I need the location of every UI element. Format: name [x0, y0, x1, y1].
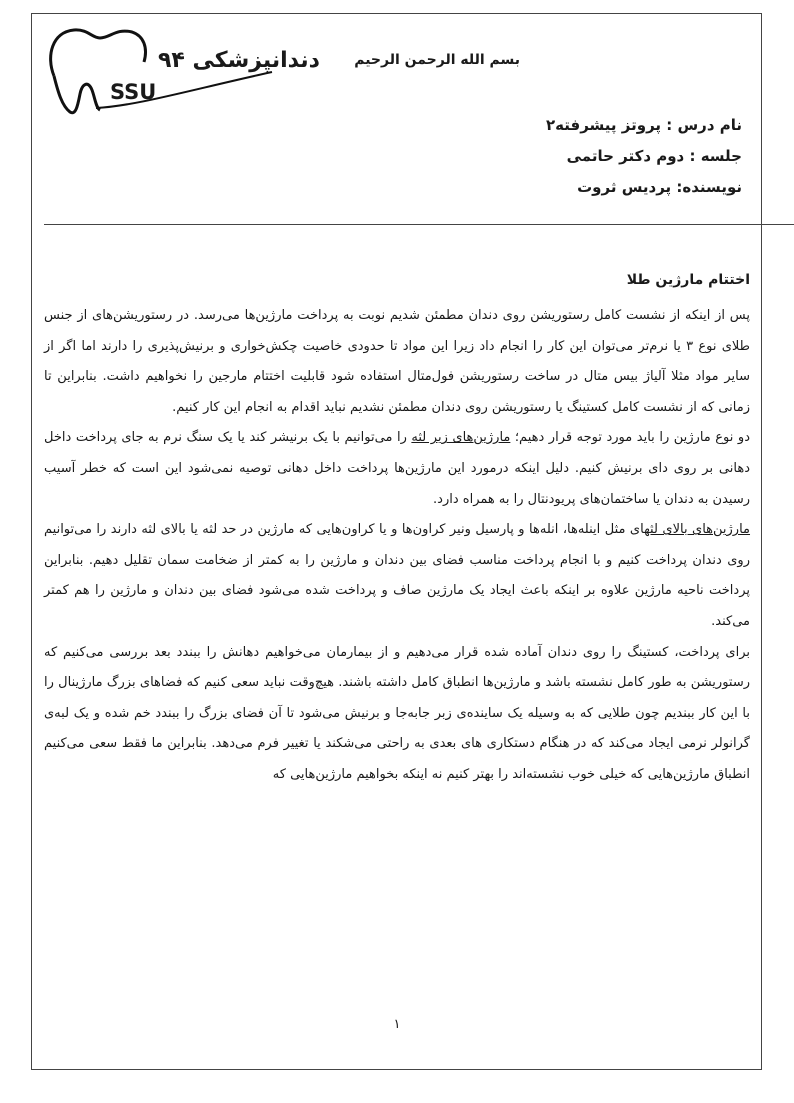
supragingival-margins-term: مارژین‌های بالای لثه	[644, 522, 751, 538]
paragraph-3	[44, 515, 750, 637]
paragraph-2-lead: دو نوع مارژین را باید مورد توجه قرار دهیم؛	[510, 430, 750, 446]
logo-abbr: SSU	[110, 80, 157, 104]
paragraph-2-rest: را می‌توانیم با یک برنیشر کند یا یک سنگ نرم به جای پرداخت داخل دهانی بر روی دای برنیش کنیم. دلیل اینکه درمورد این مارژین‌ها پرداخت داخل دهانی توصیه نمی‌شود این است که خطر آسیب رسیدن به دندان یا ساختمان‌های پریودنتال را به همراه دارد.	[44, 430, 750, 507]
header-divider	[44, 224, 794, 225]
paragraph-1: پس از اینکه از نشست کامل رستوریشن روی دندان مطمئن شدیم نوبت به پرداخت مارژین‌ها می‌رسد. در رستوریشن‌های از جنس طلای نوع ۳ یا نرم‌تر می‌توان این کار را انجام داد زیرا این مواد تا حدودی خاصیت چکش‌خواری و برنیش‌پذیری را دارند اما اگر از سایر مواد مثلا آلیاژ بیس متال در ساخت رستوریشن فول‌متال استفاده شود قابلیت اختتام مارجین را نخواهیم داشت. بنابراین تا زمانی که از نشست کامل کستینگ یا رستوریشن روی دندان مطمئن نشدیم نباید اقدام به انجام این کار کنیم.	[44, 308, 750, 415]
paragraph-4: برای پرداخت، کستینگ را روی دندان آماده شده قرار می‌دهیم و از بیمارمان می‌خواهیم دهانش را ببندد بعد بررسی می‌کنیم که رستوریشن به طور کامل نشسته باشد و مارژین‌ها انطباق کامل داشته باشند. هیچ‌وقت نباید سعی کنیم که فضاهای بزرگ مارژینال را با این کار ببندیم چون طلایی که به وسیله یک ساینده‌ی زبر جابه‌جا و برنیش می‌شود تا آن فضای بزرگ را ببندد خم شده و یک لبه‌ی گرانولر نرمی ایجاد می‌کند که در هنگام دستکاری های بعدی به راحتی می‌شکند یا تغییر فرم می‌دهد. بنابراین ما فقط سعی می‌کنیم انطباق مارژین‌هایی که خیلی خوب نشسته‌اند را بهتر کنیم نه اینکه بخواهیم مارژین‌هایی که	[44, 644, 750, 782]
lecture-meta	[342, 110, 742, 203]
session-info: جلسه : دوم دکتر حاتمی	[566, 147, 742, 165]
document-body	[44, 265, 750, 791]
subgingival-margins-term: مارژین‌های زیر لثه	[411, 430, 511, 446]
logo-title: دندانپزشکی ۹۴	[158, 48, 320, 73]
paragraph-2	[44, 423, 750, 515]
logo	[40, 20, 320, 120]
author-name: نویسنده: پردیس ثروت	[577, 178, 742, 196]
course-name: نام درس : پروتز پیشرفته۲	[546, 116, 742, 134]
page-number: ۱	[393, 1017, 401, 1032]
paragraph-3-rest: ای مثل اینله‌ها، انله‌ها و پارسیل ونیر کراون‌ها و یا کراون‌هایی که مارژین در حد لثه یا بالای لثه دارند را می‌توانیم روی دندان پرداخت کنیم و با انجام پرداخت مناسب فضای بین دندان و مارژین را به کمتر از ضخامت سمان تقلیل دهیم. بنابراین پرداخت ناحیه مارژین علاوه بر اینکه باعث ایجاد یک مارژین صاف و پرداخت شده می‌شود فضای بین دندان و مارژین را هم کمتر می‌کند.	[44, 522, 750, 629]
section-title: اختتام مارژین طلا	[626, 272, 750, 288]
bismillah: بسم الله الرحمن الرحیم	[354, 52, 520, 68]
